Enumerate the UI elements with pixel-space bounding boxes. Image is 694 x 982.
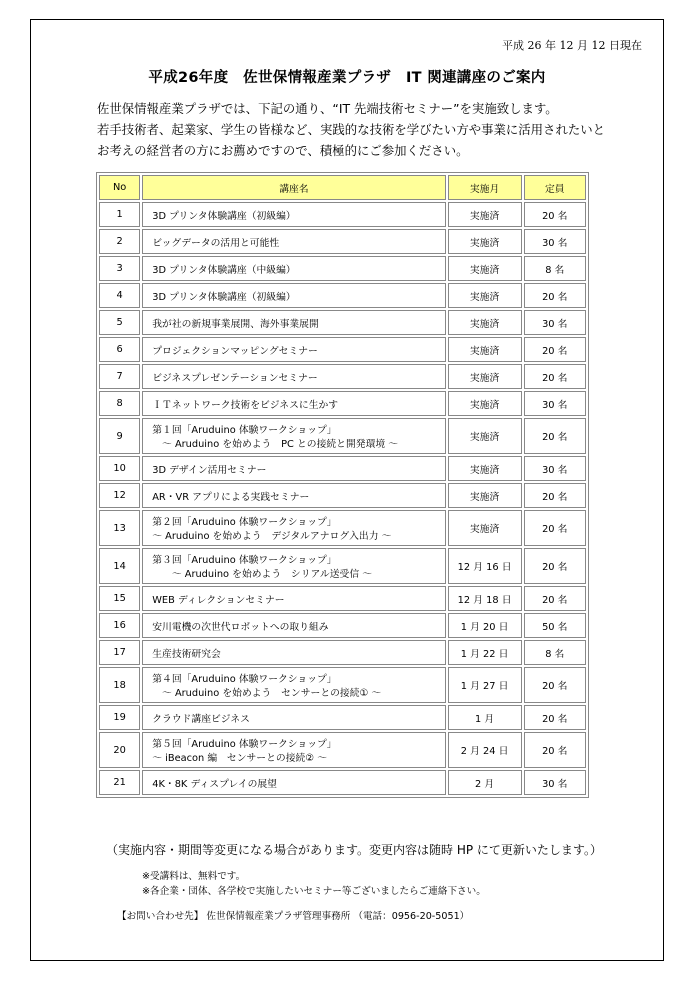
table-row xyxy=(99,202,586,227)
cell-capacity: 30 名 xyxy=(524,456,586,481)
table-row xyxy=(99,418,586,454)
table-row xyxy=(99,483,586,508)
cell-date: 12 月 16 日 xyxy=(448,548,522,584)
cell-course-name xyxy=(142,483,445,508)
cell-capacity: 20 名 xyxy=(524,705,586,730)
course-subtitle-line: ～ Aruduino を始めよう PC との接続と開発環境 ～ xyxy=(152,439,399,450)
cell-course-name xyxy=(142,364,445,389)
cell-date: 12 月 18 日 xyxy=(448,586,522,611)
cell-date: 1 月 27 日 xyxy=(448,667,522,703)
fee-note: ※受講料は、無料です。 xyxy=(142,871,246,882)
cell-course-name xyxy=(142,256,445,281)
cell-course-name xyxy=(142,640,445,665)
cell-course-name xyxy=(142,770,445,795)
course-subtitle-line: ～ Aruduino を始めよう シリアル送受信 ～ xyxy=(152,569,373,580)
course-name-line: 3D プリンタ体験講座（初級編） xyxy=(152,210,296,222)
table-header-row xyxy=(99,175,586,200)
cell-date: 1 月 20 日 xyxy=(448,613,522,638)
cell-no: 14 xyxy=(99,548,140,584)
cell-capacity: 20 名 xyxy=(524,667,586,703)
cell-course-name xyxy=(142,229,445,254)
cell-no: 18 xyxy=(99,667,140,703)
course-name-line: AR・VR アプリによる実践セミナー xyxy=(152,491,310,503)
cell-date: 実施済 xyxy=(448,310,522,335)
cell-course-name xyxy=(142,732,445,768)
cell-capacity: 20 名 xyxy=(524,202,586,227)
cell-capacity: 8 名 xyxy=(524,256,586,281)
cell-no: 9 xyxy=(99,418,140,454)
course-subtitle-line: ～ Aruduino を始めよう デジタルアナログ入出力 ～ xyxy=(152,531,392,542)
cell-no: 7 xyxy=(99,364,140,389)
cell-course-name xyxy=(142,510,445,546)
course-table-body xyxy=(99,202,586,795)
cell-capacity: 20 名 xyxy=(524,337,586,362)
course-name-line: ＩＴネットワーク技術をビジネスに生かす xyxy=(152,399,339,411)
course-name-line: 3D プリンタ体験講座（中級編） xyxy=(152,264,296,276)
course-name-line: ビッグデータの活用と可能性 xyxy=(152,237,280,249)
cell-no: 13 xyxy=(99,510,140,546)
course-subtitle-line: ～ iBeacon 編 センサーとの接続② ～ xyxy=(152,753,327,764)
cell-capacity: 30 名 xyxy=(524,770,586,795)
cell-date: 実施済 xyxy=(448,364,522,389)
cell-capacity: 20 名 xyxy=(524,510,586,546)
cell-course-name xyxy=(142,548,445,584)
cell-course-name xyxy=(142,613,445,638)
cell-course-name xyxy=(142,391,445,416)
intro-line: 若手技術者、起業家、学生の皆様など、実践的な技術を学びたい方や事業に活用されたいと xyxy=(97,122,606,137)
header-course-name: 講座名 xyxy=(142,175,445,200)
cell-no: 1 xyxy=(99,202,140,227)
cell-capacity: 20 名 xyxy=(524,732,586,768)
table-row xyxy=(99,613,586,638)
cell-capacity: 20 名 xyxy=(524,586,586,611)
course-name-line: 4K・8K ディスプレイの展望 xyxy=(152,778,277,790)
intro-line: お考えの経営者の方にお薦めですので、積極的にご参加ください。 xyxy=(97,143,469,158)
course-name-line: 第５回「Aruduino 体験ワークショップ」 xyxy=(152,739,337,750)
cell-date: 実施済 xyxy=(448,483,522,508)
cell-no: 8 xyxy=(99,391,140,416)
cell-no: 16 xyxy=(99,613,140,638)
table-row xyxy=(99,283,586,308)
table-row xyxy=(99,548,586,584)
table-row xyxy=(99,586,586,611)
cell-course-name xyxy=(142,202,445,227)
course-name-line: クラウド講座ビジネス xyxy=(152,713,250,725)
course-table xyxy=(96,172,589,798)
cell-capacity: 20 名 xyxy=(524,364,586,389)
cell-capacity: 30 名 xyxy=(524,391,586,416)
course-name-line: 第３回「Aruduino 体験ワークショップ」 xyxy=(152,555,337,566)
table-row xyxy=(99,256,586,281)
cell-capacity: 30 名 xyxy=(524,229,586,254)
cell-no: 15 xyxy=(99,586,140,611)
cell-no: 17 xyxy=(99,640,140,665)
cell-capacity: 20 名 xyxy=(524,283,586,308)
cell-date: 実施済 xyxy=(448,337,522,362)
cell-date: 実施済 xyxy=(448,202,522,227)
cell-date: 2 月 24 日 xyxy=(448,732,522,768)
header-date: 実施月 xyxy=(448,175,522,200)
cell-course-name xyxy=(142,586,445,611)
cell-course-name xyxy=(142,456,445,481)
cell-course-name xyxy=(142,705,445,730)
table-row xyxy=(99,510,586,546)
cell-no: 21 xyxy=(99,770,140,795)
date-line: 平成 26 年 12 月 12 日現在 xyxy=(502,39,642,52)
table-row xyxy=(99,337,586,362)
cell-no: 2 xyxy=(99,229,140,254)
course-name-line: 第４回「Aruduino 体験ワークショップ」 xyxy=(152,674,337,685)
course-name-line: 我が社の新規事業展開、海外事業展開 xyxy=(152,318,319,330)
request-note: ※各企業・団体、各学校で実施したいセミナー等ございましたらご連絡下さい。 xyxy=(142,886,486,897)
page-title: 平成26年度 佐世保情報産業プラザ IT 関連講座のご案内 xyxy=(148,70,546,86)
cell-no: 20 xyxy=(99,732,140,768)
header-capacity: 定員 xyxy=(524,175,586,200)
cell-no: 19 xyxy=(99,705,140,730)
cell-capacity: 50 名 xyxy=(524,613,586,638)
table-row xyxy=(99,364,586,389)
course-name-line: プロジェクションマッピングセミナー xyxy=(152,345,318,357)
course-name-line: 第１回「Aruduino 体験ワークショップ」 xyxy=(152,425,337,436)
cell-course-name xyxy=(142,337,445,362)
cell-capacity: 30 名 xyxy=(524,310,586,335)
cell-date: 実施済 xyxy=(448,418,522,454)
intro-paragraph xyxy=(97,98,637,161)
cell-date: 1 月 xyxy=(448,705,522,730)
course-name-line: 第２回「Aruduino 体験ワークショップ」 xyxy=(152,517,337,528)
cell-no: 10 xyxy=(99,456,140,481)
cell-capacity: 20 名 xyxy=(524,483,586,508)
course-name-line: WEB ディレクションセミナー xyxy=(152,594,285,606)
change-notice: （実施内容・期間等変更になる場合があります。変更内容は随時 HP にて更新いたします。） xyxy=(106,843,602,857)
cell-capacity: 8 名 xyxy=(524,640,586,665)
cell-no: 12 xyxy=(99,483,140,508)
table-row xyxy=(99,732,586,768)
cell-date: 実施済 xyxy=(448,256,522,281)
table-row xyxy=(99,770,586,795)
cell-date: 実施済 xyxy=(448,229,522,254)
course-name-line: 3D プリンタ体験講座（初級編） xyxy=(152,291,296,303)
course-name-line: 3D デザイン活用セミナー xyxy=(152,464,267,476)
table-row xyxy=(99,640,586,665)
cell-date: 1 月 22 日 xyxy=(448,640,522,665)
table-row xyxy=(99,229,586,254)
header-no: No xyxy=(99,175,140,200)
cell-no: 5 xyxy=(99,310,140,335)
cell-course-name xyxy=(142,667,445,703)
course-name-line: ビジネスプレゼンテーションセミナー xyxy=(152,372,318,384)
cell-no: 6 xyxy=(99,337,140,362)
table-row xyxy=(99,705,586,730)
cell-no: 4 xyxy=(99,283,140,308)
cell-course-name xyxy=(142,283,445,308)
cell-course-name xyxy=(142,418,445,454)
table-row xyxy=(99,456,586,481)
intro-line: 佐世保情報産業プラザでは、下記の通り、“IT 先端技術セミナー”を実施致します。 xyxy=(97,101,558,116)
cell-date: 実施済 xyxy=(448,510,522,546)
table-row xyxy=(99,391,586,416)
table-row xyxy=(99,667,586,703)
cell-course-name xyxy=(142,310,445,335)
contact-info: 【お問い合わせ先】 佐世保情報産業プラザ管理事務所 （電話：0956-20-5051） xyxy=(117,911,470,922)
cell-date: 2 月 xyxy=(448,770,522,795)
table-row xyxy=(99,310,586,335)
cell-date: 実施済 xyxy=(448,391,522,416)
cell-date: 実施済 xyxy=(448,456,522,481)
cell-capacity: 20 名 xyxy=(524,548,586,584)
course-name-line: 安川電機の次世代ロボットへの取り組み xyxy=(152,621,329,633)
cell-date: 実施済 xyxy=(448,283,522,308)
course-subtitle-line: ～ Aruduino を始めよう センサーとの接続① ～ xyxy=(152,688,382,699)
cell-capacity: 20 名 xyxy=(524,418,586,454)
cell-no: 3 xyxy=(99,256,140,281)
course-name-line: 生産技術研究会 xyxy=(152,648,221,660)
